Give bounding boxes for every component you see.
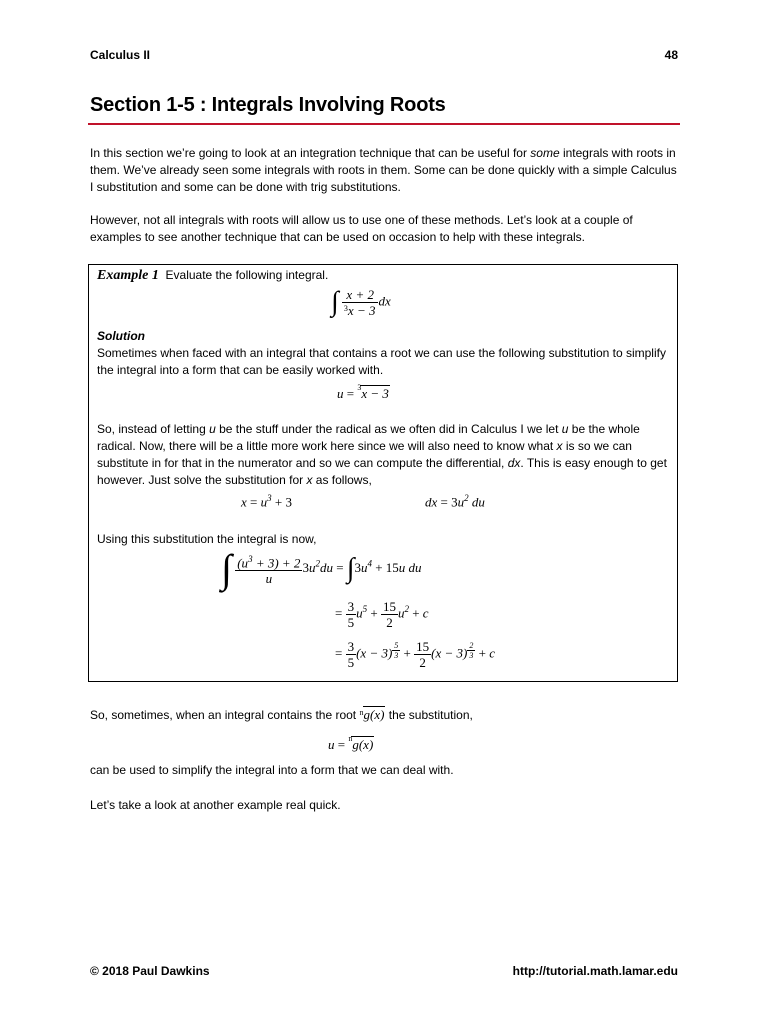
intro-p1-text-b: integrals with roots in them. We’ve already seen some integrals with roots in them. Some can be done quickly with a simple Calculus I substitution and some can be done with trig substitutions. <box>90 146 677 194</box>
running-header-title: Calculus II <box>90 48 151 62</box>
s2-text-e: . This is easy enough to get however. Just solve the substitution for <box>97 456 667 487</box>
x-equation: $x = u^3 + 3$ <box>241 493 292 510</box>
solution-paragraph-3: Using this substitution the integral is now, <box>97 532 317 546</box>
example-1-box <box>88 264 678 682</box>
intro-paragraph-1 <box>90 145 680 196</box>
after-p1-text-b: the substitution, <box>388 708 473 722</box>
copyright: © 2018 Paul Dawkins <box>90 964 210 978</box>
page-number: 48 <box>664 48 678 62</box>
example-label: Example 1 <box>97 268 159 283</box>
site-url[interactable]: http://tutorial.math.lamar.edu <box>512 964 678 978</box>
s2-var-u-2: u <box>561 422 569 436</box>
intro-paragraph-2: However, not all integrals with roots will allow us to use one of these methods. Let’s look at a couple of examples to see another technique that can be used on occasion to help with these integrals. <box>90 213 633 244</box>
section-title: Section 1-5 : Integrals Involving Roots <box>90 94 446 116</box>
s2-text-c: be the whole radical. Now, there will be a little more work here since we will also need to know what <box>97 422 640 453</box>
solution-paragraph-2 <box>97 421 675 489</box>
s2-var-u-1: u <box>209 422 216 436</box>
intro-p1-emphasis: some <box>530 146 560 160</box>
integrated-result-u: = $\frac{3}{5}$ $u^5$ + $\frac{15}{2}$ $u^2 + c$ <box>335 599 429 630</box>
dx-equation: dx = $3u^2$ du <box>425 493 485 510</box>
s2-text-d: is so we can substitute in for that in the numerator and so we can compute the differential, <box>97 439 632 470</box>
solution-paragraph-1: Sometimes when faced with an integral that contains a root we can use the following substitution to simplify the integral into a form that can be easily worked with. <box>97 346 666 377</box>
substitution-u: u = $^3$x − 3 <box>337 383 389 401</box>
root-gx: $^n$g(x) <box>359 707 385 722</box>
after-paragraph-1 <box>90 706 680 724</box>
s2-text-a: So, instead of letting <box>97 422 210 436</box>
example-prompt: Evaluate the following integral. <box>165 268 329 282</box>
s2-text-b: be the stuff under the radical as we often did in Calculus I we let <box>215 422 562 436</box>
example-heading <box>97 267 328 284</box>
after-paragraph-2: can be used to simplify the integral into a form that we can deal with. <box>90 763 454 777</box>
after-paragraph-3: Let’s take a look at another example real quick. <box>90 798 341 812</box>
integral-substituted: ∫ $\frac{(u^3 + 3) + 2}{u}$ $3u^2du = \int 3u^4 + 15u$ du <box>221 546 422 591</box>
s2-var-dx: dx <box>507 456 521 470</box>
s2-var-x-2: x <box>306 473 313 487</box>
title-underline <box>88 123 680 125</box>
after-p1-text-a: So, sometimes, when an integral contains the root <box>90 708 357 722</box>
substitution-general: u = $^n$g(x) <box>328 734 374 752</box>
integrated-result-x: = $\frac{3}{5}$ (x − 3) $^{\frac{5}{3}}$ + $\frac{15}{2}$ (x − 3) $^{\frac{2}{3}}$ + c <box>335 639 495 670</box>
integral-problem: ∫ $\frac{x + 2}{^3x - 3}$ dx <box>331 286 391 318</box>
s2-text-f: as follows, <box>312 473 372 487</box>
s2-var-x-1: x <box>556 439 563 453</box>
solution-label: Solution <box>97 329 145 343</box>
intro-p1-text-a: In this section we’re going to look at an integration technique that can be useful for <box>90 146 531 160</box>
